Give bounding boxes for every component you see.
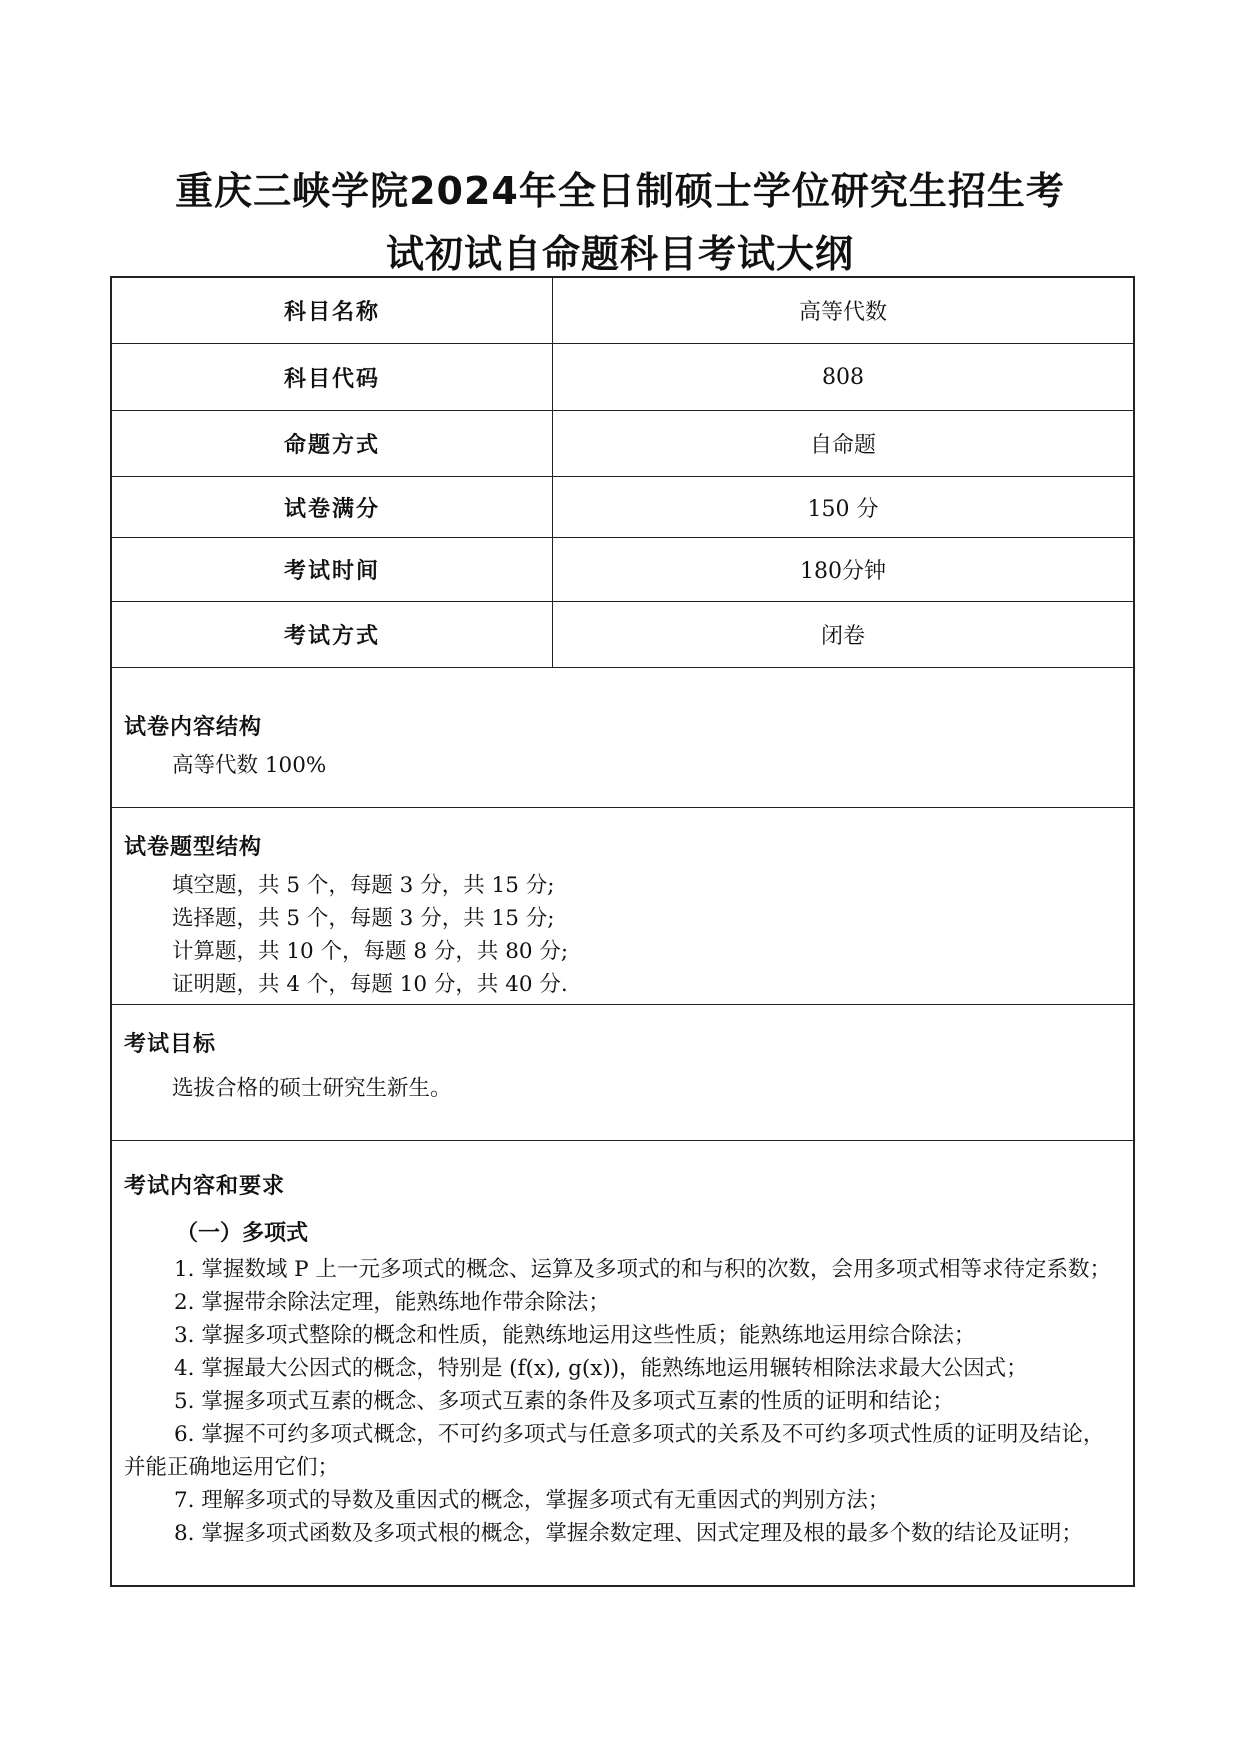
question-type-line: 填空题，共 5 个，每题 3 分，共 15 分; xyxy=(172,873,555,898)
syllabus-table xyxy=(110,276,1135,1587)
question-type-line: 证明题，共 4 个，每题 10 分，共 40 分. xyxy=(172,972,568,997)
requirement-item: 3. 掌握多项式整除的概念和性质，能熟练地运用这些性质；能熟练地运用综合除法； xyxy=(174,1323,976,1348)
info-key: 考试时间 xyxy=(112,538,553,601)
info-row-full-score xyxy=(112,477,1133,538)
requirement-item: 5. 掌握多项式互素的概念、多项式互素的条件及多项式互素的性质的证明和结论； xyxy=(174,1389,954,1414)
page-title-line-2: 试初试自命题科目考试大纲 xyxy=(385,232,854,276)
requirement-item: 6. 掌握不可约多项式概念，不可约多项式与任意多项式的关系及不可约多项式性质的证明及结论，并能正确地运用它们； xyxy=(124,1422,1105,1480)
info-value: 高等代数 xyxy=(798,300,887,325)
requirement-item: 1. 掌握数域 P 上一元多项式的概念、运算及多项式的和与积的次数，会用多项式相等求待定系数； xyxy=(174,1257,1111,1282)
info-row-exam-time xyxy=(112,538,1133,602)
question-type-line: 计算题，共 10 个，每题 8 分，共 80 分; xyxy=(172,939,569,964)
section-heading: 试卷题型结构 xyxy=(124,835,263,860)
question-type-line: 选择题，共 5 个，每题 3 分，共 15 分; xyxy=(172,906,555,931)
info-value: 自命题 xyxy=(809,433,876,458)
requirement-item: 4. 掌握最大公因式的概念，特别是 (f(x), g(x))，能熟练地运用辗转相除法求最大公因式； xyxy=(174,1356,1028,1381)
info-key: 试卷满分 xyxy=(112,477,553,537)
section-content-structure xyxy=(112,668,1133,808)
page-title-line-1: 重庆三峡学院2024年全日制硕士学位研究生招生考 xyxy=(175,169,1065,213)
section-heading: 试卷内容结构 xyxy=(124,715,263,740)
section-heading: 考试目标 xyxy=(124,1032,217,1057)
info-value: 闭卷 xyxy=(820,624,865,649)
info-value: 180分钟 xyxy=(800,559,886,584)
requirement-item: 8. 掌握多项式函数及多项式根的概念，掌握余数定理、因式定理及根的最多个数的结论及证明； xyxy=(174,1521,1083,1546)
section-requirements xyxy=(112,1141,1133,1585)
info-row-exam-mode xyxy=(112,602,1133,668)
requirement-item: 2. 掌握带余除法定理，能熟练地作带余除法； xyxy=(174,1290,610,1315)
info-value: 150 分 xyxy=(807,496,879,522)
section-question-types xyxy=(112,808,1133,1005)
section-heading: 考试内容和要求 xyxy=(124,1174,286,1199)
info-key: 命题方式 xyxy=(112,411,553,476)
info-key: 科目名称 xyxy=(112,278,553,343)
info-row-proposition xyxy=(112,411,1133,477)
section-text: 高等代数 100% xyxy=(172,753,327,778)
info-key: 考试方式 xyxy=(112,602,553,667)
section-subheading: （一）多项式 xyxy=(176,1221,309,1246)
info-row-subject-code xyxy=(112,344,1133,411)
requirement-item: 7. 理解多项式的导数及重因式的概念，掌握多项式有无重因式的判别方法； xyxy=(174,1488,890,1513)
section-exam-goal xyxy=(112,1005,1133,1141)
info-row-subject-name xyxy=(112,278,1133,344)
info-key: 科目代码 xyxy=(112,344,553,410)
info-value: 808 xyxy=(822,364,864,390)
section-text: 选拔合格的硕士研究生新生。 xyxy=(172,1076,452,1101)
